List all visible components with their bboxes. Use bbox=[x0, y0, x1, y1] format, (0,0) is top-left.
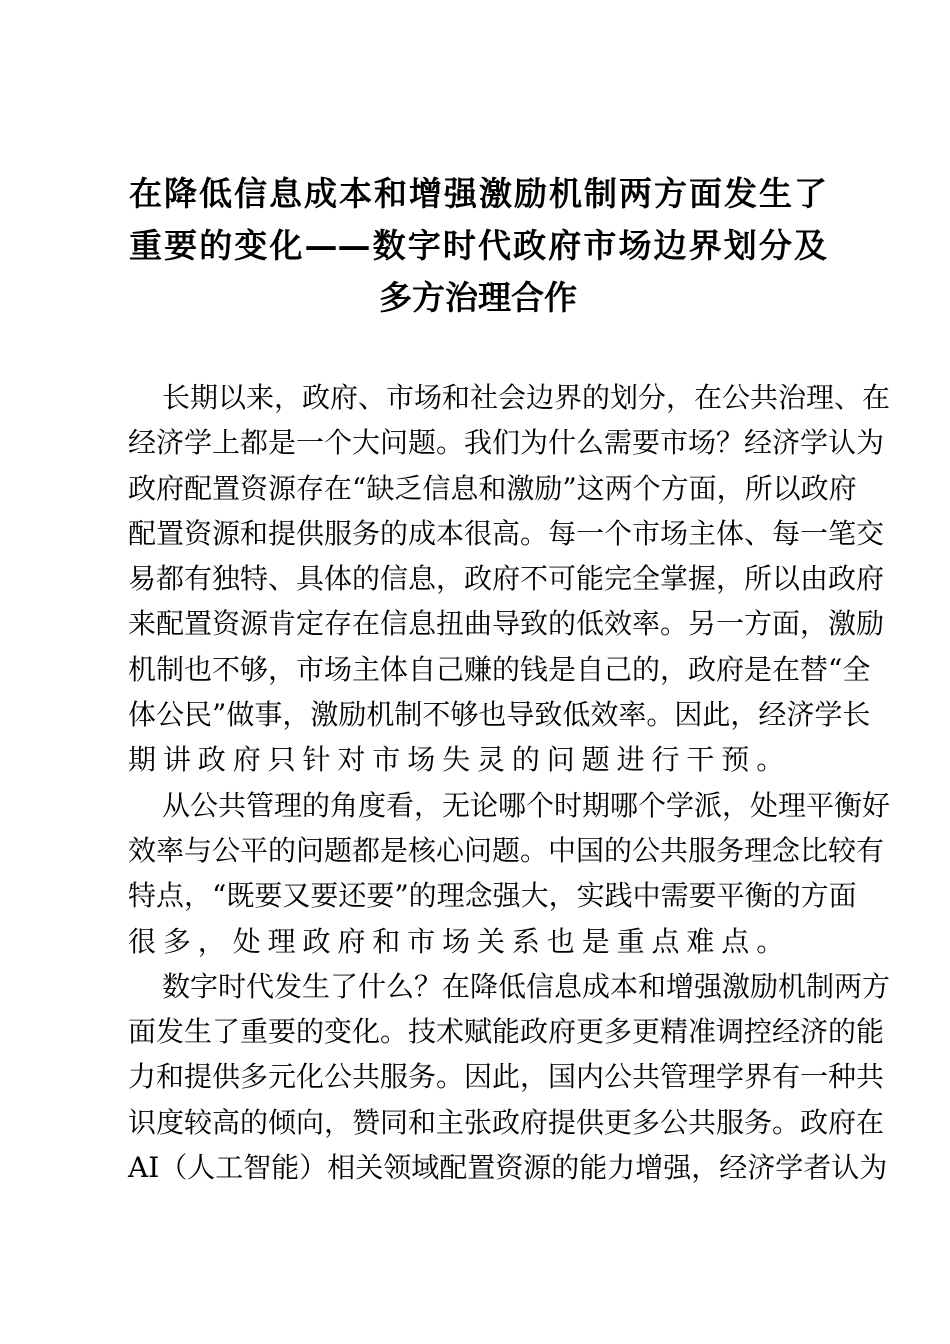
document-title bbox=[129, 168, 827, 324]
paragraph bbox=[128, 964, 891, 1190]
text-line: 机制也不够，市场主体自己赚的钱是自己的，政府是在替“全 bbox=[128, 652, 871, 686]
text-line: 来配置资源肯定存在信息扭曲导致的低效率。另一方面，激励 bbox=[128, 607, 885, 641]
text-line: 政府配置资源存在“缺乏信息和激励”这两个方面，所以政府 bbox=[128, 471, 857, 505]
text-line: 数字时代发生了什么？在降低信息成本和增强激励机制两方 bbox=[162, 969, 891, 1003]
text-line: 配置资源和提供服务的成本很高。每一个市场主体、每一笔交 bbox=[128, 516, 885, 550]
title-line: 在降低信息成本和增强激励机制两方面发生了 bbox=[129, 174, 827, 213]
title-line: 重要的变化——数字时代政府市场边界划分及 bbox=[129, 226, 827, 265]
text-line: 从公共管理的角度看，无论哪个时期哪个学派，处理平衡好 bbox=[162, 788, 891, 822]
text-line: 体公民”做事，激励机制不够也导致低效率。因此，经济学长 bbox=[128, 698, 871, 732]
text-line: 经济学上都是一个大问题。我们为什么需要市场？经济学认为 bbox=[128, 426, 885, 460]
text-line: 效率与公平的问题都是核心问题。中国的公共服务理念比较有 bbox=[128, 833, 885, 867]
text-line: 特点，“既要又要还要”的理念强大，实践中需要平衡的方面 bbox=[128, 879, 857, 913]
text-line: 面发生了重要的变化。技术赋能政府更多更精准调控经济的能 bbox=[128, 1015, 885, 1049]
text-line: AI（人工智能）相关领域配置资源的能力增强，经济学者认为 bbox=[128, 1151, 888, 1185]
paragraph bbox=[128, 375, 891, 783]
title-line: 多方治理合作 bbox=[379, 278, 577, 317]
text-line: 很多，处理政府和市场关系也是重点难点。 bbox=[128, 924, 792, 958]
paragraph bbox=[128, 783, 891, 964]
text-line: 力和提供多元化公共服务。因此，国内公共管理学界有一种共 bbox=[128, 1060, 885, 1094]
document-body bbox=[128, 375, 891, 1190]
text-line: 期讲政府只针对市场失灵的问题进行干预。 bbox=[128, 743, 792, 777]
text-line: 识度较高的倾向，赞同和主张政府提供更多公共服务。政府在 bbox=[128, 1105, 885, 1139]
text-line: 易都有独特、具体的信息，政府不可能完全掌握，所以由政府 bbox=[128, 562, 885, 596]
text-line: 长期以来，政府、市场和社会边界的划分，在公共治理、在 bbox=[162, 381, 891, 414]
